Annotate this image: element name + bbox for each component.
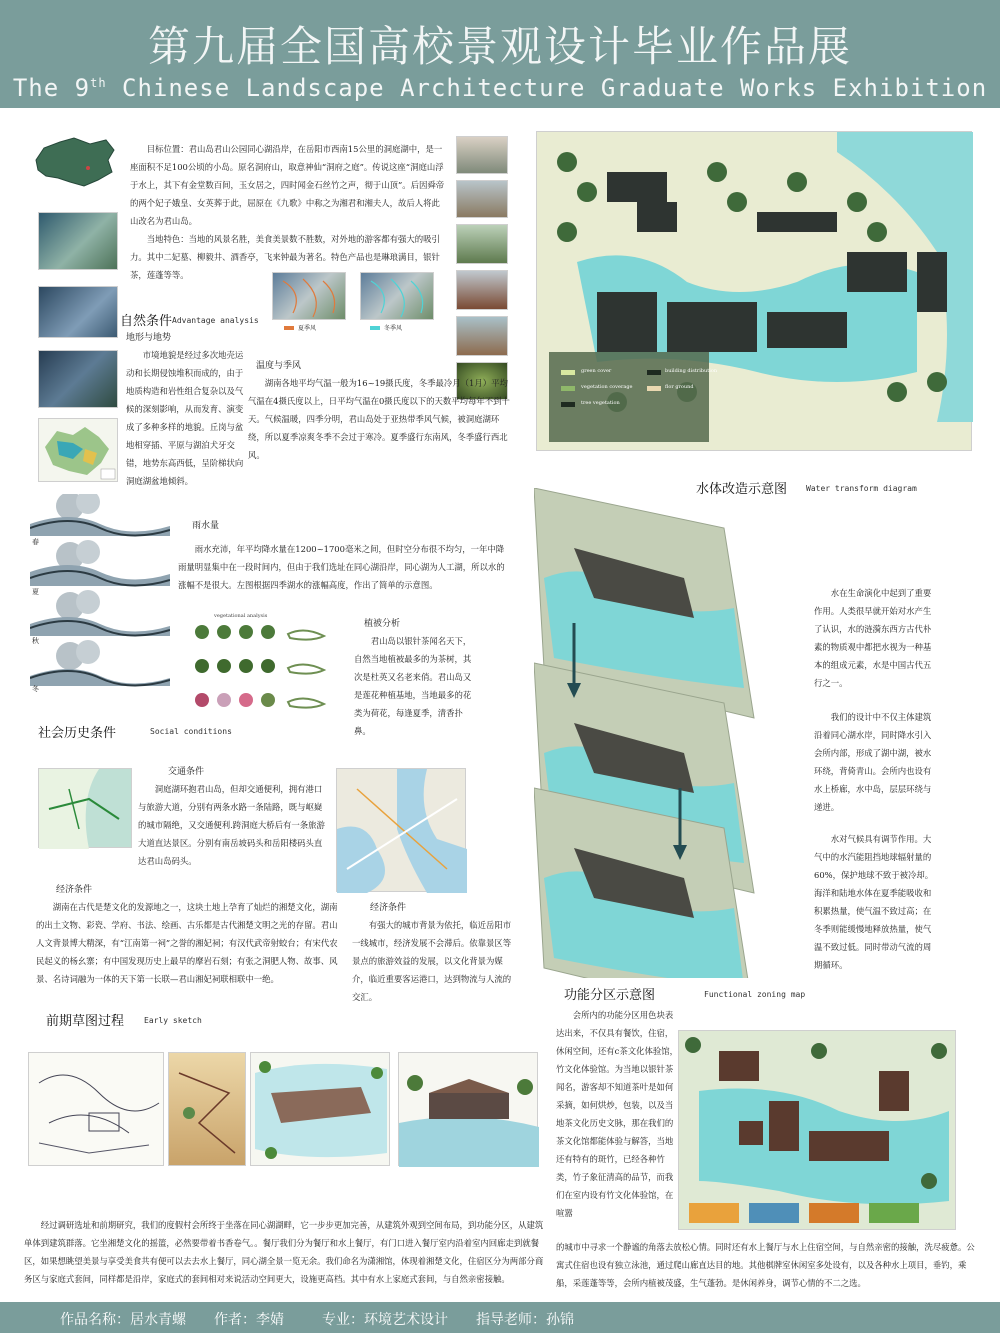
wind-map-winter [360,272,434,320]
rainfall-diagram [30,494,170,694]
rain-text: 雨水充沛，年平均降水量在1200~1700毫米之间，但时空分布很不均匀，一年中降雨量明显集中在一段时间内，但由于我们选址在同心湖沿岸，同心湖为人工湖，所以水的涨幅不是很大。左图根据四季湖水的涨幅高度，作出了简单的示意图。 [178,544,505,590]
sketch-image-2 [168,1052,246,1166]
teacher: 指导老师：孙锦 [476,1312,574,1328]
economy-title-2: 经济条件 [370,903,407,913]
photo-hall [456,270,508,310]
winter-label: 冬季风 [384,325,403,332]
sketch-text: 经过调研选址和前期研究，我们的度假村会所终于坐落在同心湖湖畔，它一步步更加完善，从建筑外观到空间布局，到功能分区，从建筑单体到建筑群落。它坐湘楚文化的摇篮，必然要带着书香卷气。。餐厅我们分为餐厅和水上餐厅，有门口进入餐厅室内沿着室内回廊走到就餐区，如果想眺望美景与享受美食共有便可以去去水上餐厅，同心湖全景一览无余。我们命名为潇湘馆，体现着湘楚文化，住宿区分为两部分商务区与家庭式套间，同样都是沿岸，家庭式的套间相对来说活动空间更大，设施更高档。其中有水上家庭式套间，与自然亲密接触。 [24,1220,544,1284]
location-text: 目标位置：君山岛君山公园同心湖沿岸，在岳阳市西南15公里的洞庭湖中，是一座面积不足100公顷的小岛。原名洞府山，取意神仙“洞府之庭”。传说这座“洞庭山浮于水上，其下有金堂数百间，玉女居之，四时闻金石丝竹之声，彻于山顶”。后因舜帝的两个妃子娥皇、女英葬于此，屈原在《九歌》中称之为湘君和湘夫人，故后人将此山改名为君山岛。 [130,144,445,226]
wind-map-summer [272,272,346,320]
legend-flor-ground: flor ground [665,384,694,390]
climate-text: 湖南各地平均气温一般为16~19摄氏度，冬季最冷月（1月）平均气温在4摄氏度以上，日平均气温在0摄氏度以下的天数平均每年不到十天。气候温暖，四季分明，君山岛处于亚热带季风气候，被洞庭湖环绕，所以夏季凉爽冬季不会过于寒冷。夏季盛行东南风，冬季盛行西北风。 [248,378,510,460]
economy-title-1: 经济条件 [56,885,93,895]
economy-text-2: 有强大的城市背景为依托，临近岳阳市一线城市，经济发展不会滞后。依靠景区等景点的旅游效益的发展，以文化背景为媒介，临近重要客运港口，达到物流与人流的交汇。 [352,920,512,1002]
social-title-en: Social conditions [150,727,232,736]
zoning-text-cont: 的城市中寻求一个静谧的角落去放松心情。同时还有水上餐厅与水上住宿空间，与自然亲密的接触，洗尽疲惫。公寓式住宿也设有独立泳池，通过爬山廊直达目的地。其他棋牌室休闲室多处设有，以及各种水上项目，垂钓，乘船，采莲蓬等等，会所内植被茂盛，生气蓬勃。是休闲养身，调节心情的不二之选。 [556,1242,975,1288]
aerial-photo-3 [38,350,118,408]
wind-legend-summer [284,323,316,332]
vegetation-icons [192,622,342,716]
sketch-image-3 [250,1052,390,1166]
summer-label: 夏季风 [298,325,317,332]
winter-swatch [370,326,380,330]
wind-legend-winter [370,323,402,332]
traffic-map-1 [38,768,132,848]
legend-vegetation-coverage: vegetation coverage [581,384,633,390]
legend-green-cover: green cover [581,368,612,374]
rain-title: 雨水量 [192,521,220,531]
water-text-3: 水对气候具有调节作用。大气中的水汽能阻挡地球辐射量的60%，保护地球不致于被冷却。海洋和陆地水体在夏季能吸收和积累热量，使气温不致过高；在冬季则能缓慢地释放热量，使气温不致过低。同时带动气流的周期循环。 [814,834,934,970]
season-spring: 春 [32,538,39,546]
title-en-pre: The 9 [12,74,91,102]
water-text-1: 水在生命演化中起到了重要作用。人类很早就开始对水产生了认识，水的涟漪东西方古代朴素的物质观中都把水视为一种基本的组成元素，水是中国古代五行之一。 [814,588,932,688]
features-text: 当地特色：当地的风景名胜，美食美景数不胜数，对外地的游客都有强大的吸引力。其中二妃墓、柳毅井、酒香亭，飞来钟最为著名。特色产品也是琳琅满目，银针茶，莲蓬等等。 [130,234,440,280]
author: 作者：李婧 [214,1312,284,1328]
traffic-title: 交通条件 [168,767,205,777]
title-en [0,74,1000,102]
photo-pavilion [456,224,508,264]
natural-title-en: Advantage analysis [172,316,259,325]
traffic-text: 洞庭湖环抱君山岛，但却交通便利，拥有港口与旅游大道，分别有两条水路一条陆路，既与岖嶷的城市隔绝，又交通便利.跨洞庭大桥后有一条旅游大道直达景区。分别有南岳坡码头和岳阳楼码头直达君山岛码头。 [138,784,325,866]
photo-temple [456,180,508,218]
water-title-en: Water transform diagram [806,484,917,493]
veg-text: 君山岛以银针茶闻名天下，自然当地植被最多的为茶树，其次是杜英又名老来俏。君山岛又是莲花种植基地，当地最多的花类为荷花，每逢夏季，清香扑鼻。 [354,636,472,736]
photo-gate [456,136,508,174]
title-en-post: Chinese Landscape Architecture Graduate Works Exhibition [106,74,988,102]
title-cn: 第九届全国高校景观设计毕业作品展 [147,22,852,71]
season-summer: 夏 [32,588,39,596]
sketch-title: 前期草图过程 [46,1014,125,1029]
title-en-sup: th [90,76,107,90]
natural-title: 自然条件 [120,314,173,329]
zoning-text: 会所内的功能分区用色块表达出来，不仅具有餐饮，住宿，休闲空间，还有c茶文化体验馆，竹文化体验馆。为当地以银针茶闻名，游客却不知道茶叶是如何采摘，如何烘炒，包装，以及当地茶文化历史文脉，那在我们的茶文化馆都能体验与解答，当地还有特有的斑竹，已经各种竹类，竹子象征清高的品节，而我们在室内设有竹文化体验馆，在喧嚣 [556,1010,678,1218]
climate-title: 温度与季风 [256,361,302,371]
zoning-title: 功能分区示意图 [564,988,656,1003]
economy-text-1: 湖南在古代是楚文化的发源地之一，这块土地上孕育了灿烂的湘楚文化，湖南的出土文物、彩瓷、学府、书法、绘画、古乐都是古代湘楚文明之光的存留。君山人文背景博大精深，有“江南第一祠”之誉的湘妃祠；有汉代武帝射蛟台；有宋代农民起义的杨幺寨；有中国发现历史上最早的摩岩石刻；有张之洞肥人物、故事、风景、名诗词融为一体的天下第一长联—君山湘妃祠联相联中一绝。 [36,902,338,984]
header-banner [0,0,1000,108]
sketch-title-en: Early sketch [144,1016,202,1025]
site-plan [536,131,972,451]
traffic-map-2 [336,768,466,892]
footer-bar [0,1302,1000,1333]
terrain-text: 市境地貌是经过多次地壳运动和长期侵蚀堆积而成的，由于地质构造和岩性组合复杂以及气候的深刻影响，从而发育、演变成了多种多样的地貌。丘岗与盆地相穿插、平原与湖泊犬牙交错，地势东高西低，呈阶梯状向洞庭湖盆地倾斜。 [126,350,244,486]
legend-tree-vegetation: tree vegetation [581,400,620,406]
legend-building-distribution: building distribution [665,368,718,374]
zoning-title-en: Functional zoning map [704,990,806,999]
aerial-photo-2 [38,286,118,338]
season-winter: 冬 [32,685,39,693]
sketch-image-1 [28,1052,164,1166]
zoning-map [678,1030,956,1230]
major: 专业：环境艺术设计 [322,1312,448,1328]
sketch-image-4 [398,1052,538,1166]
veg-title: 植被分析 [364,619,401,629]
water-title: 水体改造示意图 [696,482,788,497]
social-title: 社会历史条件 [38,726,117,741]
water-text-2: 我们的设计中不仅主体建筑沿着同心湖水岸，同时降水引入会所内部，形成了湖中湖，被水环绕，背倚青山。会所内也设有水上桥廊，水中岛，层层环绕与递进。 [814,712,932,812]
terrain-map [38,418,118,482]
photo-archway [456,316,508,356]
china-map-image [30,130,118,190]
veg-label: vegetational analysis [214,613,268,619]
aerial-photo-1 [38,212,118,270]
water-transform-diagram [534,488,764,978]
work-name: 作品名称：居水青螺 [60,1312,186,1328]
season-autumn: 秋 [32,637,39,645]
terrain-title: 地形与地势 [126,333,172,343]
summer-swatch [284,326,294,330]
